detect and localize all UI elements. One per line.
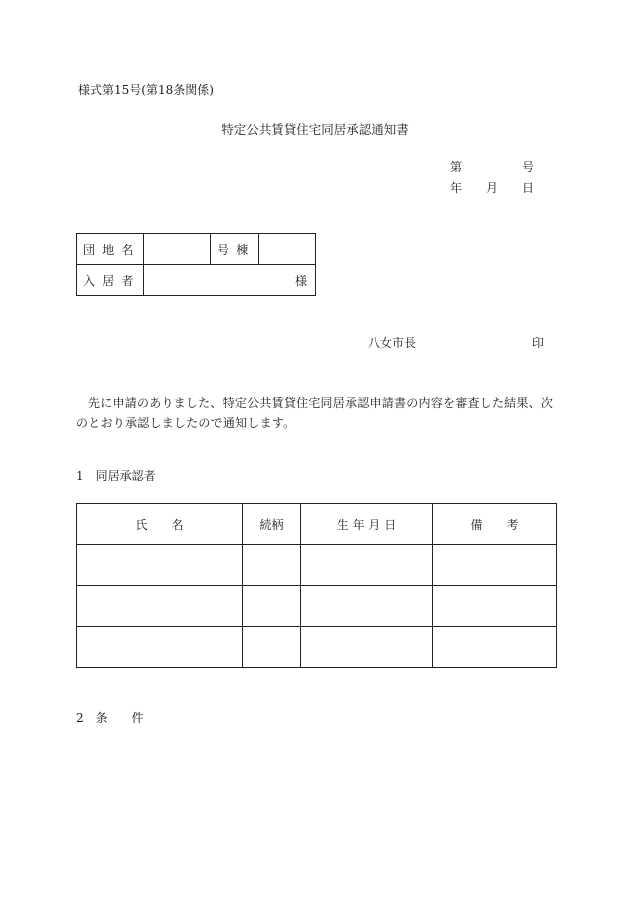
cell-birthdate[interactable]	[301, 545, 433, 586]
resident-label: 入居者	[77, 265, 144, 296]
cell-relationship[interactable]	[243, 627, 301, 668]
complex-row	[77, 234, 316, 265]
date-month-label: 月	[486, 181, 499, 195]
column-header-birthdate: 生 年 月 日	[301, 504, 433, 545]
document-title: 特定公共賃貸住宅同居承認通知書	[221, 122, 409, 137]
seal-mark: 印	[532, 336, 545, 350]
cell-relationship[interactable]	[243, 586, 301, 627]
cell-remarks[interactable]	[433, 586, 557, 627]
form-number: 様式第15号(第18条関係)	[78, 83, 214, 97]
cohabitant-header-row	[77, 504, 557, 545]
column-header-name: 氏 名	[77, 504, 243, 545]
recipient-info-table	[76, 233, 316, 296]
resident-row	[77, 265, 316, 296]
cell-name[interactable]	[77, 627, 243, 668]
cell-name[interactable]	[77, 545, 243, 586]
complex-name-field[interactable]	[144, 234, 211, 265]
date-year-label: 年	[450, 181, 463, 195]
building-number-label: 号棟	[211, 234, 259, 265]
building-number-field[interactable]	[259, 234, 316, 265]
notice-body-paragraph: 先に申請のありました、特定公共賃貸住宅同居承認申請書の内容を審査した結果、次のとおり承認しましたので通知します。	[76, 396, 554, 430]
column-header-remarks: 備 考	[433, 504, 557, 545]
reference-number-suffix: 号	[522, 160, 535, 174]
cell-remarks[interactable]	[433, 545, 557, 586]
cell-birthdate[interactable]	[301, 586, 433, 627]
issuer-mayor: 八女市長	[368, 336, 417, 350]
table-row	[77, 545, 557, 586]
cell-relationship[interactable]	[243, 545, 301, 586]
reference-number-prefix: 第	[450, 160, 463, 174]
resident-name-field[interactable]	[144, 265, 316, 296]
section-1-heading: 1 同居承認者	[76, 469, 156, 483]
column-header-relationship: 続柄	[243, 504, 301, 545]
cell-remarks[interactable]	[433, 627, 557, 668]
table-row	[77, 627, 557, 668]
cohabitant-table	[76, 503, 557, 668]
section-2-heading: 2 条 件	[76, 711, 144, 725]
date-day-label: 日	[522, 181, 535, 195]
complex-name-label: 団地名	[77, 234, 144, 265]
honorific-label: 様	[294, 273, 307, 288]
cell-name[interactable]	[77, 586, 243, 627]
cell-birthdate[interactable]	[301, 627, 433, 668]
table-row	[77, 586, 557, 627]
